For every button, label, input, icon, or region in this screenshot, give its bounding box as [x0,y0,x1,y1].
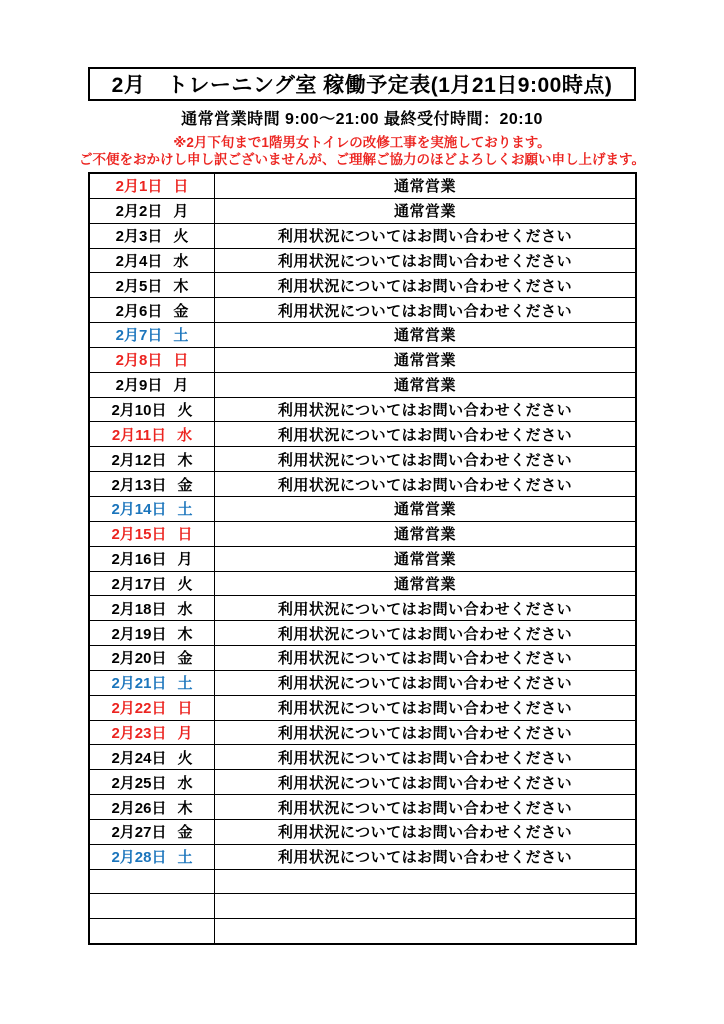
status-cell: 利用状況についてはお問い合わせください [215,472,637,497]
day-of-week-label: 水 [177,426,193,444]
date-cell [89,198,215,223]
status-cell: 利用状況についてはお問い合わせください [215,844,637,869]
status-cell: 通常営業 [215,198,637,223]
date-label: 2月28日 [111,849,167,867]
date-label: 2月9日 [115,377,163,395]
date-label: 2月18日 [111,600,167,618]
table-row [89,695,636,720]
table-row [89,571,636,596]
day-of-week-label: 土 [177,675,193,693]
schedule-table [88,172,637,945]
table-row [89,248,636,273]
table-row [89,819,636,844]
date-label: 2月22日 [111,700,167,718]
status-cell [215,894,637,919]
date-cell [89,372,215,397]
date-cell [89,397,215,422]
table-row [89,720,636,745]
status-cell: 利用状況についてはお問い合わせください [215,273,637,298]
date-label: 2月20日 [111,650,167,668]
status-cell: 通常営業 [215,521,637,546]
date-label: 2月7日 [115,327,163,345]
status-cell [215,869,637,894]
day-of-week-label: 火 [177,749,193,767]
status-cell: 利用状況についてはお問い合わせください [215,720,637,745]
date-label: 2月6日 [115,302,163,320]
date-cell [89,770,215,795]
date-label: 2月24日 [111,749,167,767]
status-cell: 通常営業 [215,347,637,372]
status-cell: 通常営業 [215,546,637,571]
day-of-week-label: 土 [173,327,189,345]
date-cell [89,273,215,298]
day-of-week-label: 金 [177,476,193,494]
date-label: 2月2日 [115,203,163,221]
date-cell [89,869,215,894]
day-of-week-label: 金 [177,650,193,668]
date-label: 2月10日 [111,402,167,420]
day-of-week-label: 日 [173,352,189,370]
date-cell [89,894,215,919]
date-label: 2月23日 [111,724,167,742]
day-of-week-label: 月 [177,724,193,742]
table-row [89,198,636,223]
date-label: 2月27日 [111,824,167,842]
date-cell [89,745,215,770]
date-cell [89,720,215,745]
date-label: 2月14日 [111,501,167,519]
table-row [89,894,636,919]
date-cell [89,844,215,869]
date-cell [89,695,215,720]
day-of-week-label: 水 [173,252,189,270]
table-row [89,596,636,621]
date-cell [89,919,215,944]
table-row [89,770,636,795]
status-cell: 利用状況についてはお問い合わせください [215,223,637,248]
status-cell: 利用状況についてはお問い合わせください [215,646,637,671]
day-of-week-label: 日 [177,526,193,544]
status-cell: 利用状況についてはお問い合わせください [215,745,637,770]
day-of-week-label: 日 [177,700,193,718]
day-of-week-label: 火 [173,228,189,246]
status-cell: 利用状況についてはお問い合わせください [215,397,637,422]
date-label: 2月13日 [111,476,167,494]
date-cell [89,496,215,521]
date-cell [89,447,215,472]
day-of-week-label: 土 [177,501,193,519]
date-label: 2月15日 [111,526,167,544]
status-cell: 利用状況についてはお問い合わせください [215,248,637,273]
status-cell: 利用状況についてはお問い合わせください [215,770,637,795]
date-label: 2月8日 [115,352,163,370]
renovation-notice-line-1: ※2月下旬まで1階男女トイレの改修工事を実施しております。 [173,135,551,150]
table-row [89,347,636,372]
status-cell: 利用状況についてはお問い合わせください [215,596,637,621]
date-cell [89,173,215,198]
status-cell: 利用状況についてはお問い合わせください [215,447,637,472]
date-cell [89,248,215,273]
status-cell: 利用状況についてはお問い合わせください [215,621,637,646]
table-row [89,745,636,770]
table-row [89,869,636,894]
day-of-week-label: 月 [173,203,189,221]
table-row [89,447,636,472]
date-label: 2月1日 [115,178,163,196]
day-of-week-label: 金 [173,302,189,320]
table-row [89,223,636,248]
table-row [89,422,636,447]
table-row [89,919,636,944]
table-row [89,372,636,397]
date-cell [89,422,215,447]
date-label: 2月5日 [115,277,163,295]
status-cell: 通常営業 [215,323,637,348]
day-of-week-label: 月 [173,377,189,395]
day-of-week-label: 木 [173,277,189,295]
status-cell: 利用状況についてはお問い合わせください [215,695,637,720]
date-label: 2月25日 [111,774,167,792]
date-cell [89,670,215,695]
day-of-week-label: 火 [177,575,193,593]
date-label: 2月12日 [111,451,167,469]
date-label: 2月3日 [115,228,163,246]
table-row [89,546,636,571]
date-cell [89,323,215,348]
date-cell [89,546,215,571]
date-label: 2月19日 [111,625,167,643]
day-of-week-label: 木 [177,451,193,469]
status-cell: 利用状況についてはお問い合わせください [215,819,637,844]
date-cell [89,298,215,323]
status-cell: 利用状況についてはお問い合わせください [215,422,637,447]
date-label: 2月21日 [111,675,167,693]
table-row [89,323,636,348]
day-of-week-label: 日 [173,178,189,196]
status-cell: 通常営業 [215,173,637,198]
table-row [89,273,636,298]
page-title: 2月 トレーニング室 稼働予定表(1月21日9:00時点) [111,74,613,97]
status-cell [215,919,637,944]
status-cell: 利用状況についてはお問い合わせください [215,670,637,695]
table-row [89,521,636,546]
date-cell [89,621,215,646]
day-of-week-label: 金 [177,824,193,842]
date-cell [89,347,215,372]
date-label: 2月11日 [111,426,167,444]
business-hours-text: 通常営業時間 9:00～21:00 最終受付時間：20:10 [181,111,543,128]
day-of-week-label: 月 [177,551,193,569]
table-row [89,621,636,646]
date-label: 2月26日 [111,799,167,817]
table-row [89,496,636,521]
day-of-week-label: 木 [177,799,193,817]
day-of-week-label: 水 [177,774,193,792]
page-title-box [88,67,636,101]
table-row [89,298,636,323]
table-row [89,670,636,695]
renovation-notice-line-2: ご不便をおかけし申し訳ございませんが、ご理解ご協力のほどよろしくお願い申し上げます。 [79,152,645,167]
date-cell [89,521,215,546]
day-of-week-label: 土 [177,849,193,867]
date-cell [89,819,215,844]
date-cell [89,571,215,596]
status-cell: 通常営業 [215,496,637,521]
date-label: 2月4日 [115,252,163,270]
table-row [89,472,636,497]
date-cell [89,472,215,497]
date-cell [89,795,215,820]
date-cell [89,646,215,671]
status-cell: 利用状況についてはお問い合わせください [215,298,637,323]
status-cell: 利用状況についてはお問い合わせください [215,795,637,820]
status-cell: 通常営業 [215,571,637,596]
status-cell: 通常営業 [215,372,637,397]
table-row [89,646,636,671]
table-row [89,795,636,820]
date-cell [89,596,215,621]
day-of-week-label: 火 [177,402,193,420]
day-of-week-label: 水 [177,600,193,618]
date-label: 2月17日 [111,575,167,593]
table-row [89,844,636,869]
table-row [89,397,636,422]
date-label: 2月16日 [111,551,167,569]
date-cell [89,223,215,248]
table-row [89,173,636,198]
day-of-week-label: 木 [177,625,193,643]
